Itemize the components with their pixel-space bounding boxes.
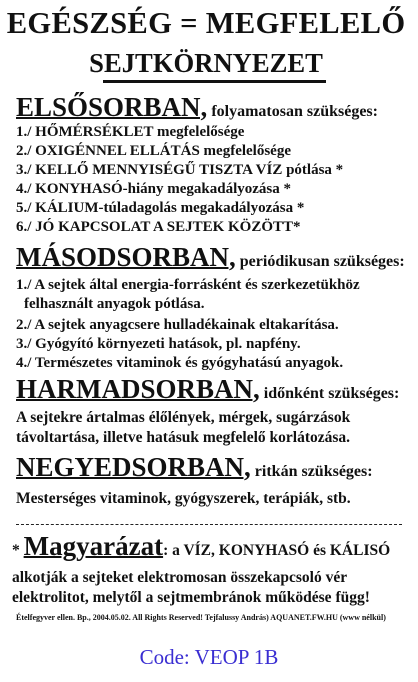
section-4-heading — [16, 452, 373, 483]
section-4-title: NEGYEDSORBAN, — [16, 452, 251, 482]
section-1-heading — [16, 92, 378, 123]
section-4-line-1: Mesterséges vitaminok, gyógyszerek, terápiák, stb. — [16, 490, 351, 507]
section-3-title: HARMADSORBAN, — [16, 374, 260, 404]
section-1-title: ELSŐSORBAN, — [16, 92, 208, 122]
note-line-1-text: : a VÍZ, KONYHASÓ és KÁLISÓ — [163, 542, 391, 559]
section-2-line-1: 1./ A sejtek által energia-forrásként és szerkezetükhöz — [16, 277, 360, 293]
dashed-divider — [16, 524, 402, 525]
title-underline — [103, 80, 326, 83]
section-3-subtitle: időnként szükséges: — [259, 385, 400, 402]
section-2-line-3: 3./ Gyógyító környezeti hatások, pl. napfény. — [16, 336, 301, 352]
section-1-subtitle: folyamatosan szükséges: — [207, 103, 378, 120]
title-line-1: EGÉSZSÉG = MEGFELELŐ — [6, 5, 406, 40]
section-2-line-4: 4./ Természetes vitaminok és gyógyhatású anyagok. — [16, 355, 344, 371]
section-1-line-6: 6./ JÓ KAPCSOLAT A SEJTEK KÖZÖTT* — [16, 219, 301, 235]
section-3-heading — [16, 374, 399, 405]
section-1-line-1: 1./ HŐMÉRSÉKLET megfelelősége — [16, 124, 245, 140]
section-3-line-2: távoltartása, illetve hatásuk megfelelő korlátozása. — [16, 429, 351, 446]
section-1-line-5: 5./ KÁLIUM-túladagolás megakadályozása * — [16, 200, 305, 216]
footer-credits: Ételfegyver ellen. Bp., 2004.05.02. All Rights Reserved! Tejfalussy András) AQUANET.FW.HU (www nélkül) — [16, 613, 386, 622]
section-2-line-2: 2./ A sejtek anyagcsere hulladékainak eltakarítása. — [16, 317, 339, 333]
title-line-2: SEJTKÖRNYEZET — [89, 48, 323, 78]
note-line-2: alkotják a sejteket elektromosan összekapcsoló vér — [12, 569, 348, 586]
section-2-title: MÁSODSORBAN, — [16, 242, 236, 272]
note-star: * — [12, 542, 24, 559]
section-2-heading — [16, 242, 405, 273]
note-line-3: elektrolitot, melytől a sejtmembránok működése függ! — [12, 589, 370, 606]
section-4-subtitle: ritkán szükséges: — [250, 463, 373, 480]
note-heading: Magyarázat — [23, 531, 164, 561]
section-2-subtitle: periódikusan szükséges: — [235, 253, 405, 270]
section-1-line-2: 2./ OXIGÉNNEL ELLÁTÁS megfelelősége — [16, 143, 292, 159]
section-2-line-1-cont: felhasznált anyagok pótlása. — [24, 296, 205, 312]
note-line-1 — [12, 531, 404, 561]
section-3-line-1: A sejtekre ártalmas élőlények, mérgek, sugárzások — [16, 409, 351, 426]
section-1-line-3: 3./ KELLŐ MENNYISÉGŰ TISZTA VÍZ pótlása * — [16, 162, 344, 178]
section-1-line-4: 4./ KONYHASÓ-hiány megakadályozása * — [16, 181, 292, 197]
document-code: Code: VEOP 1B — [139, 645, 279, 669]
